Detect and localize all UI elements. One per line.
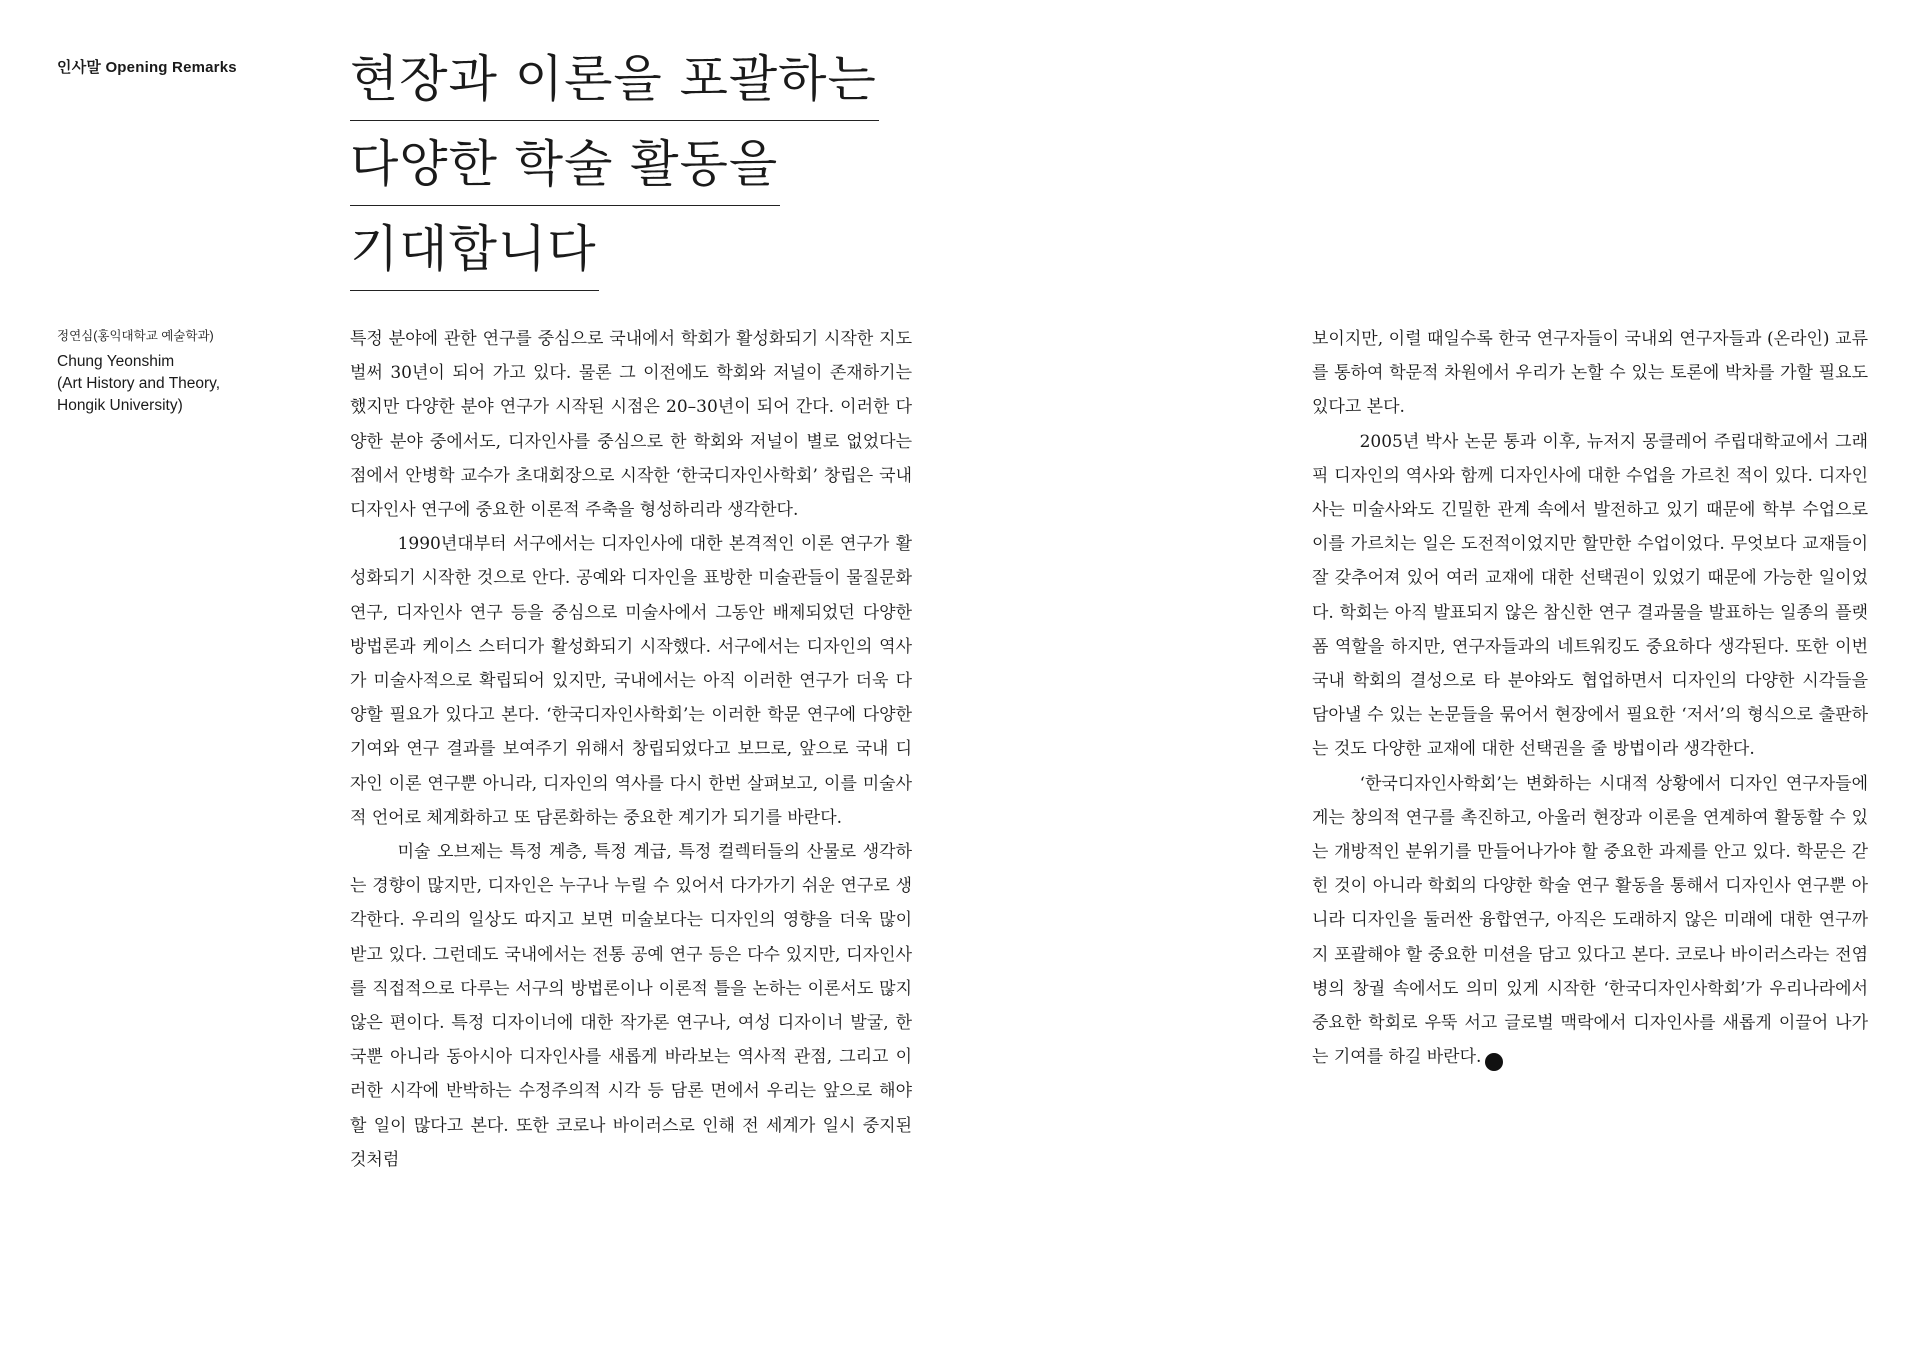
title-line-1: 현장과 이론을 포괄하는 xyxy=(350,50,879,121)
paragraph-final xyxy=(1312,767,1868,1075)
paragraph: 1990년대부터 서구에서는 디자인사에 대한 본격적인 이론 연구가 활성화되기 시작한 것으로 안다. 공예와 디자인을 표방한 미술관들이 물질문화 연구, 디자인사 연구 등을 중심으로 미술사에서 그동안 배제되었던 다양한 방법론과 케이스 스터디가 활성화되기 시작했다. 서구에서는 디자인의 역사가 미술사적으로 확립되어 있지만, 국내에서는 아직 이러한 연구가 더욱 다양할 필요가 있다고 본다. ‘한국디자인사학회’는 이러한 학문 연구에 다양한 기여와 연구 결과를 보여주기 위해서 창립되었다고 보므로, 앞으로 국내 디자인 이론 연구뿐 아니라, 디자인의 역사를 다시 한번 살펴보고, 이를 미술사적 언어로 체계화하고 또 담론화하는 중요한 계기가 되기를 바란다. xyxy=(350,534,912,828)
paragraph: 2005년 박사 논문 통과 이후, 뉴저지 몽클레어 주립대학교에서 그래픽 디자인의 역사와 함께 디자인사에 대한 수업을 가르친 적이 있다. 디자인사는 미술사와도 긴밀한 관계 속에서 발전하고 있기 때문에 학부 수업으로 이를 가르치는 일은 도전적이었지만 할만한 수업이었다. 무엇보다 교재들이 잘 갖추어져 있어 여러 교재에 대한 선택권이 있었기 때문에 가능한 일이었다. 학회는 아직 발표되지 않은 참신한 연구 결과물을 발표하는 일종의 플랫폼 역할을 하지만, 연구자들과의 네트워킹도 중요하다 생각된다. 또한 이번 국내 학회의 결성으로 타 분야와도 협업하면서 디자인의 다양한 시각들을 담아낼 수 있는 논문들을 묶어서 현장에서 필요한 ‘저서’의 형식으로 출판하는 것도 다양한 교재에 대한 선택권을 줄 방법이라 생각한다. xyxy=(1312,431,1868,760)
paragraph: 미술 오브제는 특정 계층, 특정 계급, 특정 컬렉터들의 산물로 생각하는 경향이 많지만, 디자인은 누구나 누릴 수 있어서 다가가기 쉬운 연구로 생각한다. 우리의 일상도 따지고 보면 미술보다는 디자인의 영향을 더욱 많이 받고 있다. 그런데도 국내에서는 전통 공예 연구 등은 다수 있지만, 디자인사를 직접적으로 다루는 서구의 방법론이나 이론적 틀을 논하는 이론서도 많지 않은 편이다. 특정 디자이너에 대한 작가론 연구나, 여성 디자이너 발굴, 한국뿐 아니라 동아시아 디자인사를 새롭게 바라보는 역사적 관점, 그리고 이러한 시각에 반박하는 수정주의적 시각 등 담론 면에서 우리는 앞으로 해야 할 일이 많다고 본다. 또한 코로나 바이러스로 인해 전 세계가 일시 중지된 것처럼 xyxy=(350,842,912,1170)
author-block xyxy=(57,325,317,417)
author-affiliation-line-1: (Art History and Theory, xyxy=(57,375,221,392)
page-title xyxy=(350,50,879,305)
paragraph-final-text: ‘한국디자인사학회’는 변화하는 시대적 상황에서 디자인 연구자들에게는 창의적 연구를 촉진하고, 아울러 현장과 이론을 연계하여 활동할 수 있는 개방적인 분위기를 만들어나가야 할 중요한 과제를 안고 있다. 학문은 갇힌 것이 아니라 학회의 다양한 학술 연구 활동을 통해서 디자인사 연구뿐 아니라 디자인을 둘러싼 융합연구, 아직은 도래하지 않은 미래에 대한 연구까지 포괄해야 할 중요한 미션을 담고 있다고 본다. 코로나 바이러스라는 전염병의 창궐 속에서도 의미 있게 시작한 ‘한국디자인사학회’가 우리나라에서 중요한 학회로 우뚝 서고 글로벌 맥락에서 디자인사를 새롭게 이끌어 나가는 기여를 하길 바란다. xyxy=(1312,773,1868,1068)
body-column-right xyxy=(1312,322,1868,1074)
paragraph: 보이지만, 이럴 때일수록 한국 연구자들이 국내외 연구자들과 (온라인) 교류를 통하여 학문적 차원에서 우리가 논할 수 있는 토론에 박차를 가할 필요도 있다고 본다. xyxy=(1312,329,1868,418)
paragraph: 특정 분야에 관한 연구를 중심으로 국내에서 학회가 활성화되기 시작한 지도 벌써 30년이 되어 가고 있다. 물론 그 이전에도 학회와 저널이 존재하기는 했지만 다양한 분야 연구가 시작된 시점은 20–30년이 되어 간다. 이러한 다양한 분야 중에서도, 디자인사를 중심으로 한 학회와 저널이 별로 없었다는 점에서 안병학 교수가 초대회장으로 시작한 ‘한국디자인사학회’ 창립은 국내 디자인사 연구에 중요한 이론적 주축을 형성하리라 생각한다. xyxy=(350,329,912,521)
author-name-english: Chung Yeonshim xyxy=(57,353,175,370)
author-name-korean: 정연심(홍익대학교 예술학과) xyxy=(57,329,214,343)
end-mark-icon: K xyxy=(1485,1053,1503,1071)
body-column-left xyxy=(350,322,912,1177)
author-affiliation-line-2: Hongik University) xyxy=(57,397,183,414)
title-line-2: 다양한 학술 활동을 xyxy=(350,135,780,206)
section-label: 인사말 Opening Remarks xyxy=(57,59,237,76)
title-line-3: 기대합니다 xyxy=(350,220,599,291)
